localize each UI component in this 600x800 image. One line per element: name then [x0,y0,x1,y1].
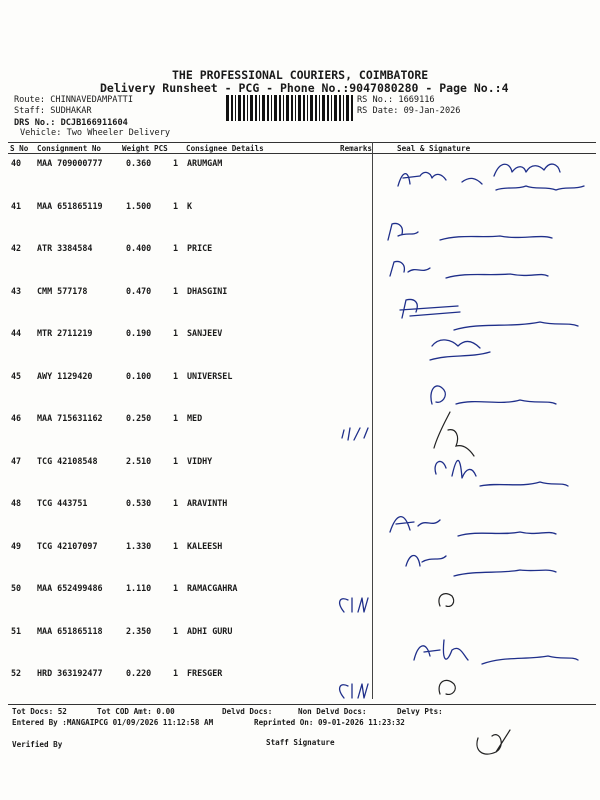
row-pcs: 1 [173,583,179,593]
row-pcs: 1 [173,158,179,168]
row-pcs: 1 [173,456,179,466]
row-consignment-no: ATR 3384584 [37,243,93,253]
footer-tot-docs: Tot Docs: 52 [12,707,67,716]
runsheet-subtitle: Delivery Runsheet - PCG - Phone No.:9047080280 - Page No.:4 [100,81,509,95]
row-consignment-no: MTR 2711219 [37,328,93,338]
row-consignee: ARAVINTH [187,498,228,508]
barcode-bar [255,95,257,121]
row-weight: 0.220 [126,668,152,678]
row-weight: 2.350 [126,626,152,636]
col-header-pcs: PCS [154,144,168,153]
row-pcs: 1 [173,286,179,296]
footer-entered-by: Entered By :MANGAIPCG 01/09/2026 11:12:58 AM [12,718,214,727]
barcode-bar [238,95,241,121]
row-sno: 50 [11,583,22,593]
barcode-bar [235,95,236,121]
row-pcs: 1 [173,371,179,381]
row-weight: 0.190 [126,328,152,338]
barcode-bar [298,95,301,121]
barcode-bar [339,95,341,121]
footer-tot-cod: Tot COD Amt: 0.00 [97,707,175,716]
col-header-consignment: Consignment No [37,144,102,153]
col-header-weight: Weight [122,144,150,153]
row-pcs: 1 [173,541,179,551]
row-sno: 44 [11,328,22,338]
row-weight: 1.330 [126,541,152,551]
remarks-left-rule [372,142,373,699]
barcode-bar [322,95,325,121]
rs-number: RS No.: 1669116 [357,95,435,105]
row-weight: 0.250 [126,413,152,423]
row-consignee: FRESGER [187,668,223,678]
barcode-bar [295,95,296,121]
row-pcs: 1 [173,201,179,211]
barcode-bar [286,95,289,121]
vehicle-label: Vehicle: Two Wheeler Delivery [20,128,171,138]
row-pcs: 1 [173,328,179,338]
barcode-bar [250,95,253,121]
row-sno: 46 [11,413,22,423]
row-consignee: ADHI GURU [187,626,233,636]
table-header-rule [8,153,596,154]
row-consignee: MED [187,413,203,423]
barcode-bar [346,95,349,121]
row-pcs: 1 [173,243,179,253]
row-consignee: DHASGINI [187,286,228,296]
barcode-bar [331,95,332,121]
col-header-signature: Seal & Signature [397,144,471,153]
row-consignee: UNIVERSEL [187,371,233,381]
row-consignment-no: TCG 42108548 [37,456,98,466]
col-header-consignee: Consignee Details [186,144,264,153]
row-consignee: VIDHY [187,456,213,466]
row-pcs: 1 [173,498,179,508]
barcode-bar [247,95,248,121]
verified-by-label: Verified By [12,740,63,749]
row-consignment-no: CMM 577178 [37,286,88,296]
row-pcs: 1 [173,668,179,678]
barcode-bar [310,95,313,121]
row-sno: 42 [11,243,22,253]
barcode-bar [351,95,353,121]
row-consignee: ARUMGAM [187,158,223,168]
row-consignment-no: HRD 363192477 [37,668,103,678]
barcode-bar [231,95,233,121]
col-header-sno: S No [10,144,29,153]
barcode-bar [303,95,305,121]
row-pcs: 1 [173,413,179,423]
row-consignee: KALEESH [187,541,223,551]
barcode-bar [262,95,265,121]
row-consignment-no: TCG 42107097 [37,541,98,551]
barcode-bar [271,95,272,121]
drs-number: DRS No.: DCJB166911604 [14,118,128,128]
footer-delvd-docs: Delvd Docs: [222,707,273,716]
row-weight: 0.360 [126,158,152,168]
barcode-bar [343,95,344,121]
row-sno: 47 [11,456,22,466]
row-weight: 0.530 [126,498,152,508]
row-consignment-no: MAA 709000777 [37,158,103,168]
barcode-bar [243,95,245,121]
barcode-image [226,95,354,121]
barcode-bar [279,95,281,121]
row-sno: 49 [11,541,22,551]
row-consignment-no: AWY 1129420 [37,371,93,381]
row-weight: 2.510 [126,456,152,466]
row-sno: 40 [11,158,22,168]
row-consignment-no: MAA 651865118 [37,626,103,636]
row-sno: 45 [11,371,22,381]
row-sno: 43 [11,286,22,296]
row-sno: 51 [11,626,22,636]
row-weight: 0.470 [126,286,152,296]
staff-signature-label: Staff Signature [266,738,335,747]
barcode-bar [334,95,337,121]
row-consignee: PRICE [187,243,213,253]
row-weight: 1.500 [126,201,152,211]
barcode-bar [315,95,317,121]
table-bottom-rule [8,704,596,705]
footer-delvy-pts: Delvy Pts: [397,707,443,716]
rs-date: RS Date: 09-Jan-2026 [357,106,461,116]
row-consignee: SANJEEV [187,328,223,338]
row-consignment-no: MAA 652499486 [37,583,103,593]
row-sno: 48 [11,498,22,508]
row-sno: 41 [11,201,22,211]
row-weight: 0.400 [126,243,152,253]
barcode-bar [267,95,269,121]
row-consignment-no: MAA 715631162 [37,413,103,423]
row-consignment-no: TCG 443751 [37,498,88,508]
route-label: Route: CHINNAVEDAMPATTI [14,95,133,105]
row-consignment-no: MAA 651865119 [37,201,103,211]
barcode-bar [274,95,277,121]
table-top-rule [8,142,596,143]
barcode-bar [226,95,229,121]
barcode-bar [327,95,329,121]
col-header-remarks: Remarks [340,144,373,153]
row-consignee: RAMACGAHRA [187,583,238,593]
barcode-bar [259,95,260,121]
barcode-bar [283,95,284,121]
row-weight: 1.110 [126,583,152,593]
staff-label: Staff: SUDHAKAR [14,106,92,116]
row-pcs: 1 [173,626,179,636]
company-title: THE PROFESSIONAL COURIERS, COIMBATORE [172,68,429,82]
barcode-bar [291,95,293,121]
footer-reprinted: Reprinted On: 09-01-2026 11:23:32 [254,718,405,727]
row-sno: 52 [11,668,22,678]
row-consignee: K [187,201,193,211]
footer-non-delvd: Non Delvd Docs: [298,707,367,716]
barcode-bar [319,95,320,121]
row-weight: 0.100 [126,371,152,381]
barcode-bar [307,95,308,121]
